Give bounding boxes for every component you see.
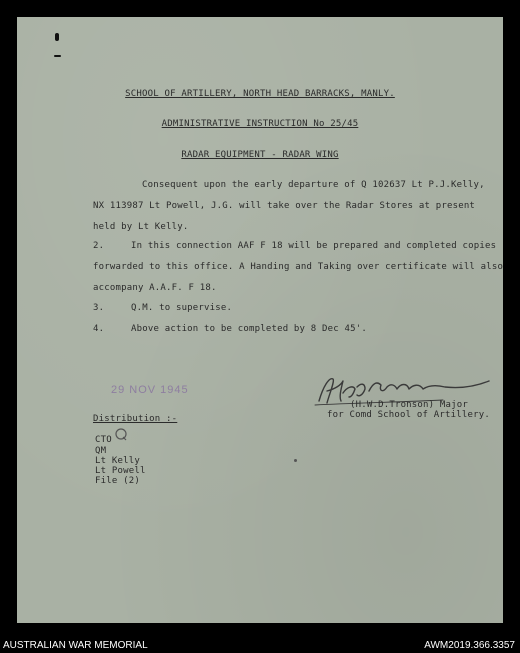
subject-line: RADAR EQUIPMENT - RADAR WING [181, 150, 339, 160]
date-stamp: 29 NOV 1945 [111, 384, 189, 396]
para1-line2: NX 113987 Lt Powell, J.G. will take over the Radar Stores at present [93, 201, 476, 211]
distribution-item: Lt Kelly [95, 456, 140, 466]
para2-line3: accompany A.A.F. F 18. [93, 283, 217, 293]
document-page [17, 17, 503, 623]
para3-text: Q.M. to supervise. [131, 303, 233, 313]
para1-line3: held by Lt Kelly. [93, 222, 189, 232]
signatory-title: for Comd School of Artillery. [327, 410, 490, 420]
para4-text: Above action to be completed by 8 Dec 45'. [131, 324, 367, 334]
distribution-item: QM [95, 446, 107, 456]
para2-number: 2. [93, 241, 105, 251]
instruction-number: ADMINISTRATIVE INSTRUCTION No 25/45 [161, 119, 359, 129]
signatory-name: (H.W.D.Tronson) Major [350, 400, 468, 410]
para2-line1: In this connection AAF F 18 will be prepared and completed copies [131, 241, 497, 251]
para2-line2: forwarded to this office. A Handing and Taking over certificate will also [93, 262, 503, 272]
punch-mark-bottom [54, 55, 61, 57]
ink-speck [294, 459, 297, 462]
distribution-heading: Distribution :- [93, 414, 178, 424]
punch-mark-top [55, 33, 59, 41]
para4-number: 4. [93, 324, 105, 334]
para1-line1: Consequent upon the early departure of Q 102637 Lt P.J.Kelly, [142, 180, 485, 190]
archive-footer [0, 628, 520, 653]
pencil-circle-mark [114, 427, 128, 441]
distribution-item: File (2) [95, 476, 140, 486]
letterhead-title: SCHOOL OF ARTILLERY, NORTH HEAD BARRACKS, MANLY. [125, 89, 395, 99]
distribution-item: Lt Powell [95, 466, 146, 476]
distribution-item: CTO [95, 435, 112, 445]
archive-source: AUSTRALIAN WAR MEMORIAL [3, 640, 148, 651]
archive-id: AWM2019.366.3357 [424, 640, 515, 651]
para3-number: 3. [93, 303, 105, 313]
